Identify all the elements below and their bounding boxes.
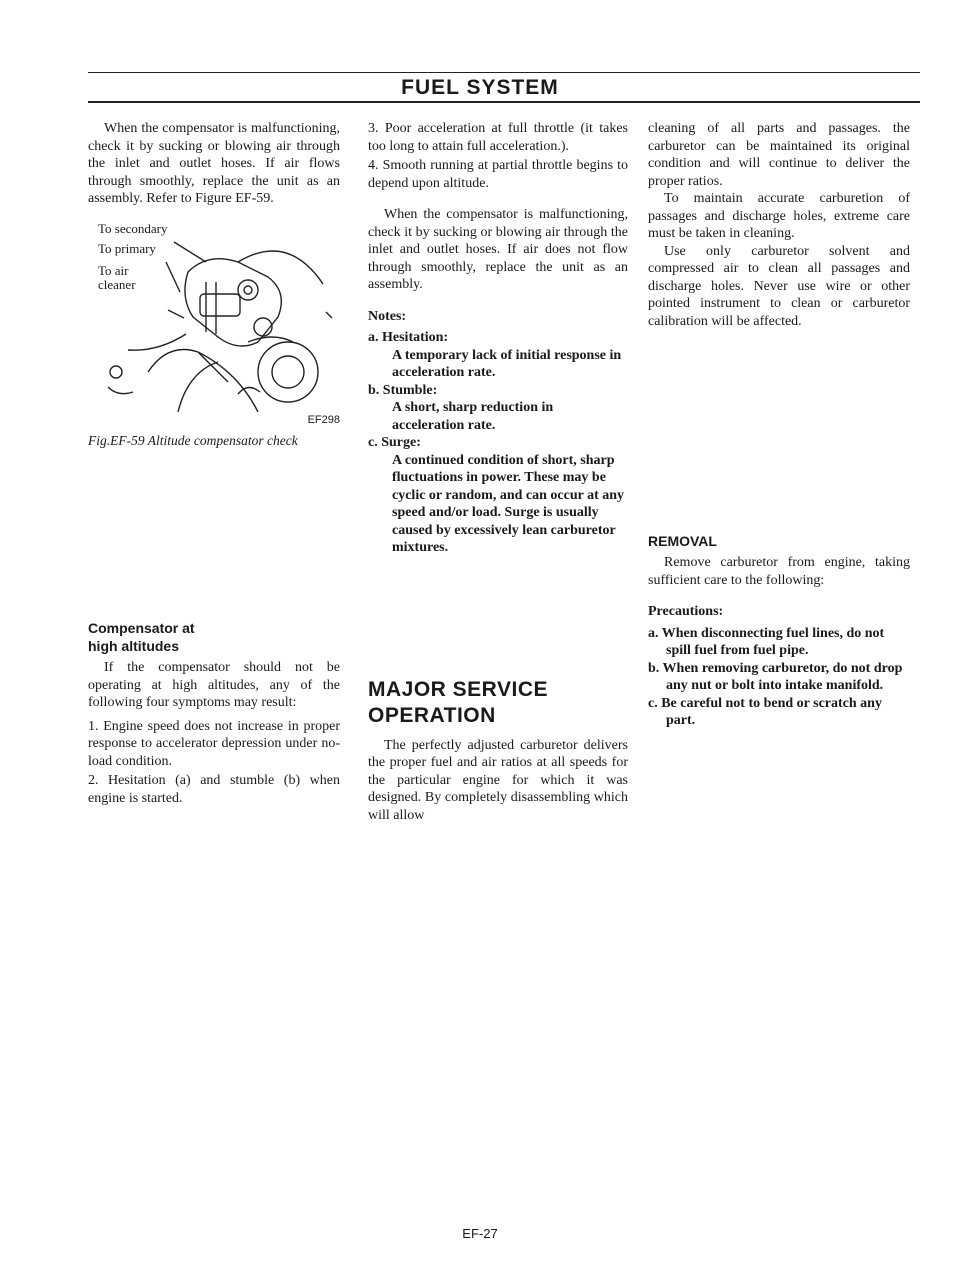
column-right: [648, 120, 910, 730]
section-heading-compensator: [88, 619, 340, 655]
cleaning-paragraph: cleaning of all parts and passages. the carburetor can be maintained its original condition and will continue to deliver the proper ratios.: [648, 121, 910, 189]
precaution-item: c. Be careful not to bend or scratch any part.: [648, 695, 882, 728]
column-middle: [368, 120, 628, 838]
header-rule-top: [88, 72, 920, 73]
note-label: b. Stumble:: [368, 382, 438, 398]
symptom-list-middle: [368, 120, 628, 192]
check-paragraph: When the compensator is malfunctioning, check it by sucking or blowing air through the inlet and outlet hoses. If air does not flow through smoothly, replace the unit as an assembly.: [368, 207, 628, 292]
carburetion-paragraph: To maintain accurate carburetion of passages and discharge holes, extreme care must be taken in cleaning.: [648, 191, 910, 241]
header-rule-bottom: [88, 101, 920, 103]
symptom-list-left: [88, 718, 340, 808]
precautions-label: Precautions:: [648, 604, 724, 619]
major-heading-line-2: OPERATION: [368, 703, 496, 727]
page-number: EF-27: [462, 1226, 498, 1241]
symptom-item: 4. Smooth running at partial throttle begins to depend upon altitude.: [368, 158, 628, 191]
label-to-air: To air: [98, 262, 129, 278]
section-body: If the compensator should not be operating at high altitudes, any of the following four symptoms may result:: [88, 660, 340, 710]
label-to-secondary: To secondary: [98, 220, 168, 236]
figure-caption: Fig.EF-59 Altitude compensator check: [88, 432, 298, 448]
major-heading-line-1: MAJOR SERVICE: [368, 677, 548, 701]
note-text: A continued condition of short, sharp fluctuations in power. These may be cyclic or random, and can occur at any speed and/or load. Surge is usually caused by excessively lean carburetor mixtures.: [392, 452, 625, 555]
removal-body: Remove carburetor from engine, taking sufficient care to the following:: [648, 555, 910, 588]
precautions-block: [648, 603, 910, 730]
altitude-compensator-figure: [88, 222, 340, 430]
label-to-primary: To primary: [98, 240, 156, 256]
note-label: c. Surge:: [368, 435, 421, 450]
intro-paragraph: When the compensator is malfunctioning, check it by sucking or blowing air through the inlet and outlet hoses. If air flows through smoothly, replace the unit as an assembly. Refer to Figure EF-59.: [88, 121, 340, 206]
column-left: [88, 120, 340, 809]
figure-code: EF298: [307, 414, 340, 426]
symptom-item: 2. Hesitation (a) and stumble (b) when engine is started.: [88, 773, 340, 806]
symptom-item: 1. Engine speed does not increase in proper response to accelerator depression under no-load condition.: [88, 718, 340, 769]
major-service-body: The perfectly adjusted carburetor delivers the proper fuel and air ratios at all speeds for the particular engine for which it was designed. By completely disassembling which will allow: [368, 737, 628, 823]
note-label: a. Hesitation:: [368, 330, 449, 345]
label-cleaner: cleaner: [98, 276, 136, 292]
page-header-title: FUEL SYSTEM: [401, 76, 559, 99]
solvent-paragraph: Use only carburetor solvent and compressed air to clean all passages and discharge holes. Never use wire or other pointed instrument to clean or carburetor calibration will be affected.: [648, 243, 910, 329]
precaution-item: a. When disconnecting fuel lines, do not spill fuel from fuel pipe.: [648, 625, 885, 658]
major-service-heading: [368, 677, 628, 729]
section-heading-line-2: high altitudes: [88, 638, 179, 654]
notes-block: [368, 308, 628, 557]
precaution-item: b. When removing carburetor, do not drop any nut or bolt into intake manifold.: [648, 660, 903, 693]
removal-heading: REMOVAL: [648, 533, 717, 549]
note-text: A temporary lack of initial response in acceleration rate.: [392, 347, 622, 380]
symptom-item: 3. Poor acceleration at full throttle (it takes too long to attain full acceleration.).: [368, 121, 628, 154]
notes-label: Notes:: [368, 308, 407, 324]
note-text: A short, sharp reduction in acceleration rate.: [392, 400, 554, 433]
section-heading-line-1: Compensator at: [88, 620, 195, 636]
